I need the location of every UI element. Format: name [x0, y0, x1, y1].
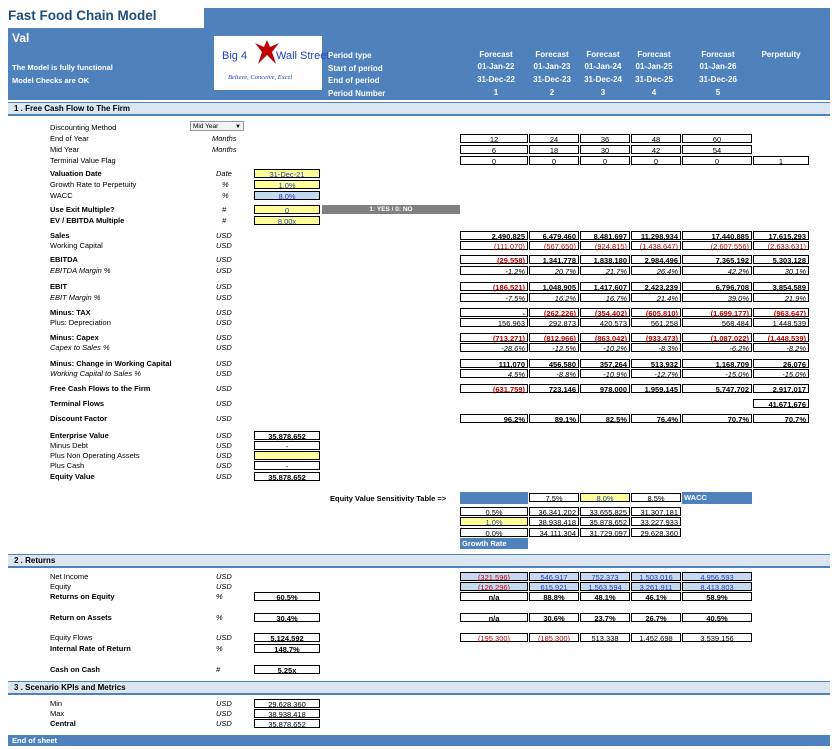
- valuation-label: Minus Debt: [50, 441, 88, 450]
- fcf-row-label: Plus: Depreciation: [50, 318, 111, 327]
- sensitivity-cell: 34,111,304: [529, 528, 579, 537]
- fcf-cell: 978,000: [580, 384, 630, 393]
- timing-cell-eoy: 36: [580, 134, 630, 143]
- fcf-cell: (631,759): [460, 384, 528, 393]
- returns-cell: (185,300): [529, 633, 579, 642]
- fcf-cell: 41,671,676: [753, 399, 809, 408]
- exit-note: 1: YES / 0: NO: [322, 205, 460, 214]
- valuation-value: -: [254, 461, 320, 470]
- timing-cell-mid: 42: [631, 145, 681, 154]
- fcf-cell: 156,963: [460, 318, 528, 327]
- returns-cell: 1,452,698: [631, 633, 681, 642]
- fcf-row-unit: USD: [216, 399, 232, 408]
- fcf-cell: (1,699,177): [682, 308, 752, 317]
- discount-method-label: Discounting Method: [50, 123, 117, 132]
- returns-label: Net Income: [50, 572, 89, 581]
- fcf-cell: 1,341,778: [529, 255, 579, 264]
- section-fcf-title: 1 . Free Cash Flow to The Firm: [14, 104, 131, 113]
- fcf-row-label: Terminal Flows: [50, 399, 105, 408]
- sensitivity-cell: 35,878,652: [580, 517, 630, 526]
- period-end: 31-Dec-25: [635, 75, 673, 84]
- fcf-cell: 357,264: [580, 359, 630, 368]
- discount-method-select[interactable]: [190, 121, 244, 131]
- returns-value: 5.25x: [254, 665, 320, 674]
- timing-cell-flag: 0: [682, 156, 752, 165]
- chevron-down-icon: ▼: [235, 124, 241, 130]
- valuation-value: -: [254, 441, 320, 450]
- fcf-cell: -12.7%: [631, 369, 681, 378]
- fcf-cell: 21.7%: [580, 266, 630, 275]
- timing-cell-eoy: 48: [631, 134, 681, 143]
- logo-tagline: Believe, Conceive, Excel: [228, 74, 293, 81]
- timing-cell-eoy: 12: [460, 134, 528, 143]
- fcf-cell: -12.5%: [529, 343, 579, 352]
- fcf-cell: -: [460, 308, 528, 317]
- returns-label: Internal Rate of Return: [50, 644, 131, 653]
- timing-cell-eoy: 24: [529, 134, 579, 143]
- fcf-cell: 17,615,293: [753, 231, 809, 240]
- returns-cell: (126,296): [460, 582, 528, 591]
- fcf-row-label: EBIT: [50, 282, 68, 291]
- fcf-cell: 21.9%: [753, 293, 809, 302]
- fcf-cell: 7,365,192: [682, 255, 752, 264]
- valuation-value[interactable]: [254, 451, 320, 460]
- returns-unit: %: [216, 644, 223, 653]
- fcf-cell: 17,440,885: [682, 231, 752, 240]
- returns-value: 148.7%: [254, 644, 320, 653]
- period-type: Forecast: [637, 50, 671, 59]
- valuation-label: Equity Value: [50, 472, 95, 481]
- fcf-row-unit: USD: [216, 414, 232, 423]
- returns-cell: n/a: [460, 592, 528, 601]
- scenario-label: Central: [50, 719, 76, 728]
- valuation-unit: USD: [216, 451, 232, 460]
- fcf-cell: 30.1%: [753, 266, 809, 275]
- tv-flag-label: Terminal Value Flag: [50, 156, 116, 165]
- returns-unit: USD: [216, 572, 232, 581]
- fcf-cell: (29,558): [460, 255, 528, 264]
- fcf-cell: -1.2%: [460, 266, 528, 275]
- fcf-row-unit: USD: [216, 308, 232, 317]
- fcf-cell: 6,479,460: [529, 231, 579, 240]
- valuation-unit: USD: [216, 441, 232, 450]
- fcf-cell: (111,070): [460, 241, 528, 250]
- returns-cell: 88.8%: [529, 592, 579, 601]
- returns-label: Cash on Cash: [50, 665, 101, 674]
- fcf-cell: 26.4%: [631, 266, 681, 275]
- returns-unit: #: [216, 665, 221, 674]
- fcf-cell: (262,226): [529, 308, 579, 317]
- fcf-row-unit: USD: [216, 282, 232, 291]
- fcf-cell: (2,607,556): [682, 241, 752, 250]
- sensitivity-cell: 29,628,360: [631, 528, 681, 537]
- fcf-cell: -8.3%: [631, 343, 681, 352]
- sensitivity-cell: 31,729,097: [580, 528, 630, 537]
- sensitivity-growth-label: Growth Rate: [460, 538, 528, 549]
- fcf-row-label: Minus: Change in Working Capital: [50, 359, 172, 368]
- fcf-row-label: EBIT Margin %: [50, 293, 101, 302]
- fcf-cell: 1,168,709: [682, 359, 752, 368]
- scenario-unit: USD: [216, 709, 232, 718]
- fcf-cell: (1,448,539): [753, 333, 809, 342]
- returns-cell: 546,917: [529, 572, 579, 581]
- fcf-cell: 26,076: [753, 359, 809, 368]
- sensitivity-wacc-label: WACC: [682, 492, 752, 504]
- timing-cell-mid: 30: [580, 145, 630, 154]
- sensitivity-growth-header: 0.5%: [460, 507, 528, 516]
- fcf-row-unit: USD: [216, 255, 232, 264]
- growth-unit: %: [222, 180, 229, 189]
- returns-cell: 752,373: [580, 572, 630, 581]
- sensitivity-corner: [460, 492, 528, 504]
- fcf-cell: 11,298,934: [631, 231, 681, 240]
- fcf-cell: 1,838,180: [580, 255, 630, 264]
- period-start: 01-Jan-24: [584, 62, 622, 71]
- fcf-row-label: Working Capital to Sales %: [50, 369, 141, 378]
- returns-unit: %: [216, 592, 223, 601]
- fcf-cell: 723,146: [529, 384, 579, 393]
- fcf-cell: 21.4%: [631, 293, 681, 302]
- fcf-cell: -15.0%: [753, 369, 809, 378]
- fcf-cell: -10.2%: [580, 343, 630, 352]
- exit-multiple-input[interactable]: 0: [254, 205, 320, 214]
- returns-value: 5,124,592: [254, 633, 320, 642]
- period-number: 4: [651, 88, 657, 97]
- fcf-cell: -10.9%: [580, 369, 630, 378]
- fcf-cell: 96.2%: [460, 414, 528, 423]
- returns-value: 30.4%: [254, 613, 320, 622]
- timing-cell-mid: 54: [682, 145, 752, 154]
- fcf-cell: -28.6%: [460, 343, 528, 352]
- fcf-cell: 3,854,589: [753, 282, 809, 291]
- fcf-row-unit: USD: [216, 359, 232, 368]
- wacc-unit: %: [222, 191, 229, 200]
- period-end: 31-Dec-24: [584, 75, 622, 84]
- sensitivity-cell: 33,227,933: [631, 517, 681, 526]
- fcf-cell: 39.0%: [682, 293, 752, 302]
- fcf-cell: (1,438,647): [631, 241, 681, 250]
- logo-text-right: Wall Street: [276, 50, 330, 62]
- sensitivity-growth-header: 1.0%: [460, 517, 528, 526]
- timing-cell-flag: 0: [460, 156, 528, 165]
- period-start: 01-Jan-22: [477, 62, 515, 71]
- fcf-cell: 111,070: [460, 359, 528, 368]
- returns-cell: 23.7%: [580, 613, 630, 622]
- fcf-row-label: Working Capital: [50, 241, 103, 250]
- period-number: 2: [549, 88, 555, 97]
- fcf-cell: (2,633,631): [753, 241, 809, 250]
- model-title: Fast Food Chain Model: [8, 8, 157, 23]
- fcf-row-unit: USD: [216, 384, 232, 393]
- valuation-label: Plus Non Operating Assets: [50, 451, 140, 460]
- period-number: 3: [600, 88, 606, 97]
- fcf-cell: 76.4%: [631, 414, 681, 423]
- fcf-cell: 292,873: [529, 318, 579, 327]
- fcf-cell: 1,448,539: [753, 318, 809, 327]
- mid-unit: Months: [212, 145, 237, 154]
- period-type: Forecast: [535, 50, 569, 59]
- scenario-unit: USD: [216, 699, 232, 708]
- returns-cell: n/a: [460, 613, 528, 622]
- fcf-cell: 8,481,697: [580, 231, 630, 240]
- sensitivity-cell: 31,307,181: [631, 507, 681, 516]
- period-end: 31-Dec-23: [533, 75, 571, 84]
- fcf-cell: (567,650): [529, 241, 579, 250]
- fcf-cell: 568,484: [682, 318, 752, 327]
- sensitivity-wacc-header: 8.0%: [580, 493, 630, 502]
- fcf-row-label: EBITDA: [50, 255, 78, 264]
- fcf-cell: -8.2%: [753, 343, 809, 352]
- timing-cell-flag: 0: [631, 156, 681, 165]
- wacc-label: WACC: [50, 191, 73, 200]
- mid-year-label: Mid Year: [50, 145, 80, 154]
- fcf-cell: (924,815): [580, 241, 630, 250]
- fcf-cell: (933,473): [631, 333, 681, 342]
- exit-unit: #: [222, 205, 227, 214]
- fcf-cell: 5,747,702: [682, 384, 752, 393]
- fcf-cell: 42.2%: [682, 266, 752, 275]
- scenario-label: Max: [50, 709, 65, 718]
- returns-cell: 30.6%: [529, 613, 579, 622]
- fcf-cell: 1,959,145: [631, 384, 681, 393]
- status-functional: The Model is fully functional: [12, 63, 113, 72]
- period-end: 31-Dec-22: [477, 75, 515, 84]
- valuation-date-input[interactable]: 31-Dec-21: [254, 169, 320, 178]
- big4-logo: [214, 36, 330, 90]
- returns-label: Return on Assets: [50, 613, 112, 622]
- period-number: 5: [715, 88, 721, 97]
- returns-cell: 40.5%: [682, 613, 752, 622]
- fcf-cell: 1,048,905: [529, 282, 579, 291]
- section-scenario: [8, 681, 830, 695]
- section-returns-title: 2 . Returns: [14, 556, 56, 565]
- ev-multiple-input[interactable]: 8.00x: [254, 216, 320, 225]
- sensitivity-title: Equity Value Sensitivity Table =>: [330, 494, 447, 503]
- fcf-row-unit: USD: [216, 293, 232, 302]
- valuation-label: Plus Cash: [50, 461, 85, 470]
- timing-cell-mid: 6: [460, 145, 528, 154]
- fcf-cell: 89.1%: [529, 414, 579, 423]
- fcf-cell: 16.2%: [529, 293, 579, 302]
- returns-label: Equity: [50, 582, 71, 591]
- section-scenario-title: 3 . Scenario KPIs and Metrics: [14, 683, 126, 692]
- fcf-row-label: Sales: [50, 231, 70, 240]
- sensitivity-cell: 38,938,418: [529, 517, 579, 526]
- fcf-cell: 70.7%: [682, 414, 752, 423]
- growth-input[interactable]: 1.0%: [254, 180, 320, 189]
- fcf-row-label: Minus: TAX: [50, 308, 91, 317]
- fcf-cell: (963,647): [753, 308, 809, 317]
- sensitivity-growth-header: 0.0%: [460, 528, 528, 537]
- period-start: 01-Jan-23: [533, 62, 571, 71]
- fcf-cell: 16.7%: [580, 293, 630, 302]
- scenario-unit: USD: [216, 719, 232, 728]
- fcf-row-unit: USD: [216, 266, 232, 275]
- ev-unit: #: [222, 216, 227, 225]
- fcf-cell: 70.7%: [753, 414, 809, 423]
- returns-cell: 615,921: [529, 582, 579, 591]
- growth-label: Growth Rate to Perpetuity: [50, 180, 137, 189]
- fcf-row-unit: USD: [216, 343, 232, 352]
- fcf-row-label: Capex to Sales %: [50, 343, 110, 352]
- scenario-value: 29,628,360: [254, 699, 320, 708]
- returns-cell: 1,503,016: [631, 572, 681, 581]
- fcf-cell: 561,258: [631, 318, 681, 327]
- fcf-cell: (812,966): [529, 333, 579, 342]
- sensitivity-cell: 33,655,825: [580, 507, 630, 516]
- fcf-cell: -6.2%: [682, 343, 752, 352]
- fcf-cell: (863,042): [580, 333, 630, 342]
- returns-cell: 58.9%: [682, 592, 752, 601]
- returns-cell: 48.1%: [580, 592, 630, 601]
- fcf-row-label: EBITDA Margin %: [50, 266, 111, 275]
- fcf-cell: 2,423,239: [631, 282, 681, 291]
- fcf-cell: (713,271): [460, 333, 528, 342]
- fcf-cell: -15.0%: [682, 369, 752, 378]
- valuation-value: 35,878,652: [254, 472, 320, 481]
- sensitivity-wacc-header: 7.5%: [529, 493, 579, 502]
- period-start: 01-Jan-26: [699, 62, 737, 71]
- period-start: 01-Jan-25: [635, 62, 673, 71]
- fcf-row-label: Minus: Capex: [50, 333, 99, 342]
- period-number: 1: [493, 88, 499, 97]
- fcf-row-unit: USD: [216, 241, 232, 250]
- valuation-date-unit: Date: [216, 169, 232, 178]
- returns-unit: USD: [216, 582, 232, 591]
- returns-cell: 1,563,594: [580, 582, 630, 591]
- fcf-row-label: Free Cash Flows to the Firm: [50, 384, 151, 393]
- fcf-cell: -8.8%: [529, 369, 579, 378]
- fcf-cell: 1,417,607: [580, 282, 630, 291]
- returns-cell: (195,300): [460, 633, 528, 642]
- returns-cell: 26.7%: [631, 613, 681, 622]
- fcf-cell: 82.5%: [580, 414, 630, 423]
- timing-cell-mid: 18: [529, 145, 579, 154]
- period-end: 31-Dec-26: [699, 75, 737, 84]
- fcf-row-unit: USD: [216, 333, 232, 342]
- fcf-cell: 513,932: [631, 359, 681, 368]
- valuation-unit: USD: [216, 472, 232, 481]
- returns-cell: (321,596): [460, 572, 528, 581]
- fcf-cell: (605,810): [631, 308, 681, 317]
- valuation-unit: USD: [216, 431, 232, 440]
- logo-text-left: Big 4: [222, 50, 248, 62]
- period-labels: [328, 50, 385, 100]
- fcf-cell: 456,580: [529, 359, 579, 368]
- fcf-cell: 4.5%: [460, 369, 528, 378]
- fcf-cell: 420,573: [580, 318, 630, 327]
- returns-unit: %: [216, 613, 223, 622]
- valuation-label: Enterprise Value: [50, 431, 109, 440]
- status-checks: Model Checks are OK: [12, 76, 90, 85]
- fcf-cell: 2,917,017: [753, 384, 809, 393]
- section-returns: [8, 554, 830, 568]
- sensitivity-cell: 36,341,202: [529, 507, 579, 516]
- returns-label: Returns on Equity: [50, 592, 115, 601]
- scenario-value: 35,878,652: [254, 719, 320, 728]
- fcf-row-label: Discount Factor: [50, 414, 108, 423]
- returns-label: Equity Flows: [50, 633, 93, 642]
- wacc-input[interactable]: 8.0%: [254, 191, 320, 200]
- valuation-date-label: Valuation Date: [50, 169, 102, 178]
- timing-cell-flag: 1: [753, 156, 809, 165]
- returns-cell: 4,956,593: [682, 572, 752, 581]
- timing-cell-eoy: 60: [682, 134, 752, 143]
- period-type: Perpetuity: [761, 50, 801, 59]
- fcf-cell: 5,303,128: [753, 255, 809, 264]
- timing-cell-flag: 0: [529, 156, 579, 165]
- fcf-cell: (186,521): [460, 282, 528, 291]
- title-bar: [204, 8, 830, 28]
- period-label-type: Period type: [328, 51, 372, 60]
- fcf-row-unit: USD: [216, 369, 232, 378]
- returns-cell: 3,539,156: [682, 633, 752, 642]
- period-label-end: End of period: [328, 76, 380, 85]
- end-of-sheet: End of sheet: [8, 735, 830, 746]
- fcf-cell: 2,490,825: [460, 231, 528, 240]
- period-label-start: Start of period: [328, 63, 383, 73]
- returns-unit: USD: [216, 633, 232, 642]
- scenario-label: Min: [50, 699, 63, 708]
- scenario-value: 38,938,418: [254, 709, 320, 718]
- exit-multiple-label: Use Exit Multiple?: [50, 205, 115, 214]
- returns-value: 60.5%: [254, 592, 320, 601]
- ev-multiple-label: EV / EBITDA Multiple: [50, 216, 125, 225]
- fcf-cell: (1,087,022): [682, 333, 752, 342]
- fcf-row-unit: USD: [216, 318, 232, 327]
- returns-cell: 3,261,911: [631, 582, 681, 591]
- end-of-year-label: End of Year: [50, 134, 89, 143]
- sheet-name: Val: [12, 31, 30, 45]
- discount-method-value: Mid Year: [193, 123, 219, 130]
- fcf-row-unit: USD: [216, 231, 232, 240]
- fcf-cell: -7.5%: [460, 293, 528, 302]
- returns-cell: 513,338: [580, 633, 630, 642]
- sensitivity-wacc-header: 8.5%: [631, 493, 681, 502]
- period-type: Forecast: [701, 50, 735, 59]
- period-type: Forecast: [586, 50, 620, 59]
- valuation-value: 35,878,652: [254, 431, 320, 440]
- timing-cell-flag: 0: [580, 156, 630, 165]
- eoy-unit: Months: [212, 134, 237, 143]
- fcf-cell: 20.7%: [529, 266, 579, 275]
- period-type: Forecast: [479, 50, 513, 59]
- period-label-number: Period Number: [328, 88, 386, 98]
- valuation-unit: USD: [216, 461, 232, 470]
- fcf-cell: 2,984,496: [631, 255, 681, 264]
- returns-cell: 8,413,803: [682, 582, 752, 591]
- fcf-cell: (354,402): [580, 308, 630, 317]
- fcf-cell: 6,796,708: [682, 282, 752, 291]
- section-fcf: [8, 102, 830, 116]
- returns-cell: 46.1%: [631, 592, 681, 601]
